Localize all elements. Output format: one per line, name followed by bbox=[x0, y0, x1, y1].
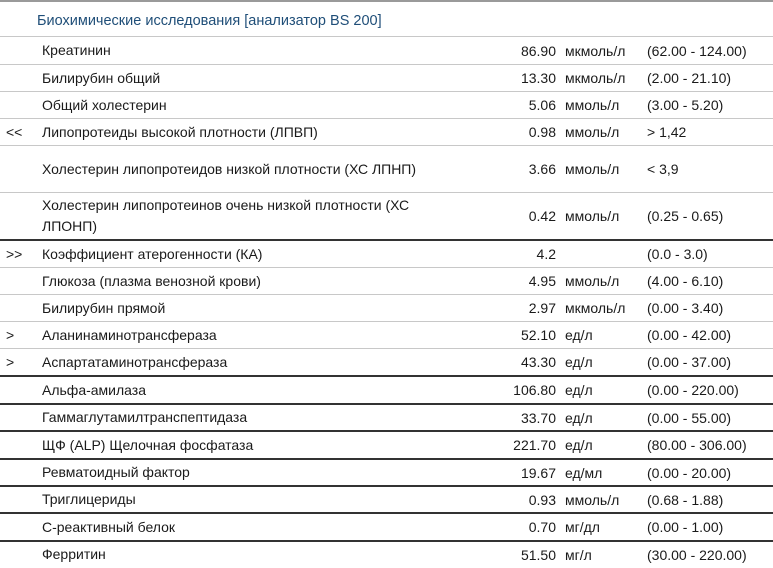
reference-range: (30.00 - 220.00) bbox=[647, 546, 747, 563]
reference-range: < 3,9 bbox=[647, 161, 679, 177]
table-row bbox=[0, 458, 773, 485]
result-value: 0.98 bbox=[528, 124, 556, 140]
result-flag bbox=[6, 268, 34, 294]
result-flag bbox=[6, 295, 34, 321]
result-value: 0.70 bbox=[528, 519, 556, 535]
table-row bbox=[0, 192, 773, 239]
result-unit bbox=[565, 241, 645, 267]
result-value: 0.93 bbox=[528, 491, 556, 508]
test-name: Триглицериды bbox=[42, 491, 136, 507]
result-flag: > bbox=[6, 327, 15, 343]
reference-range: (62.00 - 124.00) bbox=[647, 42, 747, 59]
result-unit: ммоль/л bbox=[565, 161, 620, 177]
reference-range: (0.68 - 1.88) bbox=[647, 491, 724, 508]
table-row bbox=[0, 36, 773, 64]
reference-range: > 1,42 bbox=[647, 124, 687, 140]
reference-range: (2.00 - 21.10) bbox=[647, 70, 732, 86]
result-value: 52.10 bbox=[520, 327, 556, 343]
table-row bbox=[0, 145, 773, 192]
table-row bbox=[0, 430, 773, 458]
test-name: ЩФ (ALP) Щелочная фосфатаза bbox=[42, 436, 254, 453]
top-divider bbox=[0, 0, 773, 2]
result-unit: мг/дл bbox=[565, 519, 600, 535]
test-name: Альфа-амилаза bbox=[42, 381, 147, 398]
result-flag: << bbox=[6, 124, 23, 140]
test-name: Общий холестерин bbox=[42, 96, 167, 113]
table-row bbox=[0, 540, 773, 567]
result-flag: > bbox=[6, 354, 15, 370]
test-name: Билирубин прямой bbox=[42, 299, 166, 316]
test-name: Аспартатаминотрансфераза bbox=[42, 353, 228, 370]
test-name: Ферритин bbox=[42, 546, 106, 562]
result-unit: ед/л bbox=[565, 382, 593, 398]
result-value: 4.2 bbox=[536, 246, 556, 262]
result-value: 106.80 bbox=[513, 382, 556, 398]
result-unit: ед/л bbox=[565, 354, 593, 370]
reference-range: (0.25 - 0.65) bbox=[647, 208, 724, 224]
table-row bbox=[0, 375, 773, 403]
reference-range: (80.00 - 306.00) bbox=[647, 437, 747, 453]
reference-range: (0.00 - 55.00) bbox=[647, 409, 732, 426]
table-row bbox=[0, 239, 773, 267]
result-value: 2.97 bbox=[528, 300, 556, 316]
result-flag bbox=[6, 432, 34, 458]
result-unit: ммоль/л bbox=[565, 273, 620, 289]
result-value: 86.90 bbox=[520, 42, 556, 59]
test-name: Холестерин липопротеидов низкой плотности (ХС ЛПНП) bbox=[42, 160, 417, 177]
result-flag bbox=[6, 193, 34, 239]
result-value: 13.30 bbox=[520, 70, 556, 86]
result-unit: ед/л bbox=[565, 437, 593, 453]
result-value: 19.67 bbox=[520, 464, 556, 481]
table-row bbox=[0, 485, 773, 512]
reference-range: (0.00 - 20.00) bbox=[647, 464, 732, 481]
result-value: 33.70 bbox=[520, 409, 556, 426]
result-flag: >> bbox=[6, 246, 23, 262]
test-name: Холестерин липопротеинов очень низкой плотности (ХС ЛПОНП) bbox=[42, 197, 410, 234]
result-flag bbox=[6, 65, 34, 91]
reference-range: (3.00 - 5.20) bbox=[647, 97, 724, 113]
result-value: 43.30 bbox=[520, 354, 556, 370]
test-name: Гаммаглутамилтранспептидаза bbox=[42, 409, 248, 425]
result-flag bbox=[6, 405, 34, 430]
result-flag bbox=[6, 146, 34, 192]
test-name: Аланинаминотрансфераза bbox=[42, 326, 217, 343]
result-unit: мкмоль/л bbox=[565, 300, 626, 316]
result-flag bbox=[6, 542, 34, 567]
table-row bbox=[0, 512, 773, 540]
section-title: Биохимические исследования [анализатор BS 200] bbox=[37, 13, 382, 29]
result-value: 221.70 bbox=[513, 437, 556, 453]
result-unit: ммоль/л bbox=[565, 491, 620, 508]
results-table bbox=[0, 36, 773, 567]
table-row bbox=[0, 64, 773, 91]
result-unit: ед/л bbox=[565, 327, 593, 343]
result-flag bbox=[6, 460, 34, 485]
reference-range: (4.00 - 6.10) bbox=[647, 273, 724, 289]
reference-range: (0.0 - 3.0) bbox=[647, 246, 708, 262]
reference-range: (0.00 - 3.40) bbox=[647, 300, 724, 316]
result-unit: ед/л bbox=[565, 409, 593, 426]
table-row bbox=[0, 321, 773, 348]
table-row bbox=[0, 267, 773, 294]
table-row bbox=[0, 294, 773, 321]
table-row bbox=[0, 403, 773, 430]
result-value: 4.95 bbox=[528, 273, 556, 289]
result-unit: ммоль/л bbox=[565, 97, 620, 113]
reference-range: (0.00 - 220.00) bbox=[647, 382, 739, 398]
test-name: Билирубин общий bbox=[42, 69, 161, 86]
table-row bbox=[0, 348, 773, 375]
result-value: 51.50 bbox=[520, 546, 556, 563]
test-name: Глюкоза (плазма венозной крови) bbox=[42, 272, 261, 289]
table-row bbox=[0, 118, 773, 145]
result-flag bbox=[6, 92, 34, 118]
test-name: Креатинин bbox=[42, 42, 111, 58]
reference-range: (0.00 - 42.00) bbox=[647, 327, 732, 343]
test-name: Ревматоидный фактор bbox=[42, 464, 190, 480]
result-unit: ммоль/л bbox=[565, 124, 620, 140]
result-value: 3.66 bbox=[528, 161, 556, 177]
result-unit: ед/мл bbox=[565, 464, 603, 481]
result-flag bbox=[6, 487, 34, 512]
result-unit: ммоль/л bbox=[565, 208, 620, 224]
result-value: 5.06 bbox=[528, 97, 556, 113]
test-name: С-реактивный белок bbox=[42, 518, 176, 535]
result-flag bbox=[6, 37, 34, 64]
result-value: 0.42 bbox=[528, 208, 556, 224]
result-unit: мкмоль/л bbox=[565, 70, 626, 86]
result-unit: мкмоль/л bbox=[565, 42, 626, 59]
table-row bbox=[0, 91, 773, 118]
test-name: Коэффициент атерогенности (КА) bbox=[42, 245, 263, 262]
result-flag bbox=[6, 514, 34, 540]
reference-range: (0.00 - 1.00) bbox=[647, 519, 724, 535]
reference-range: (0.00 - 37.00) bbox=[647, 354, 732, 370]
result-unit: мг/л bbox=[565, 546, 592, 563]
result-flag bbox=[6, 377, 34, 403]
test-name: Липопротеиды высокой плотности (ЛПВП) bbox=[42, 123, 318, 140]
